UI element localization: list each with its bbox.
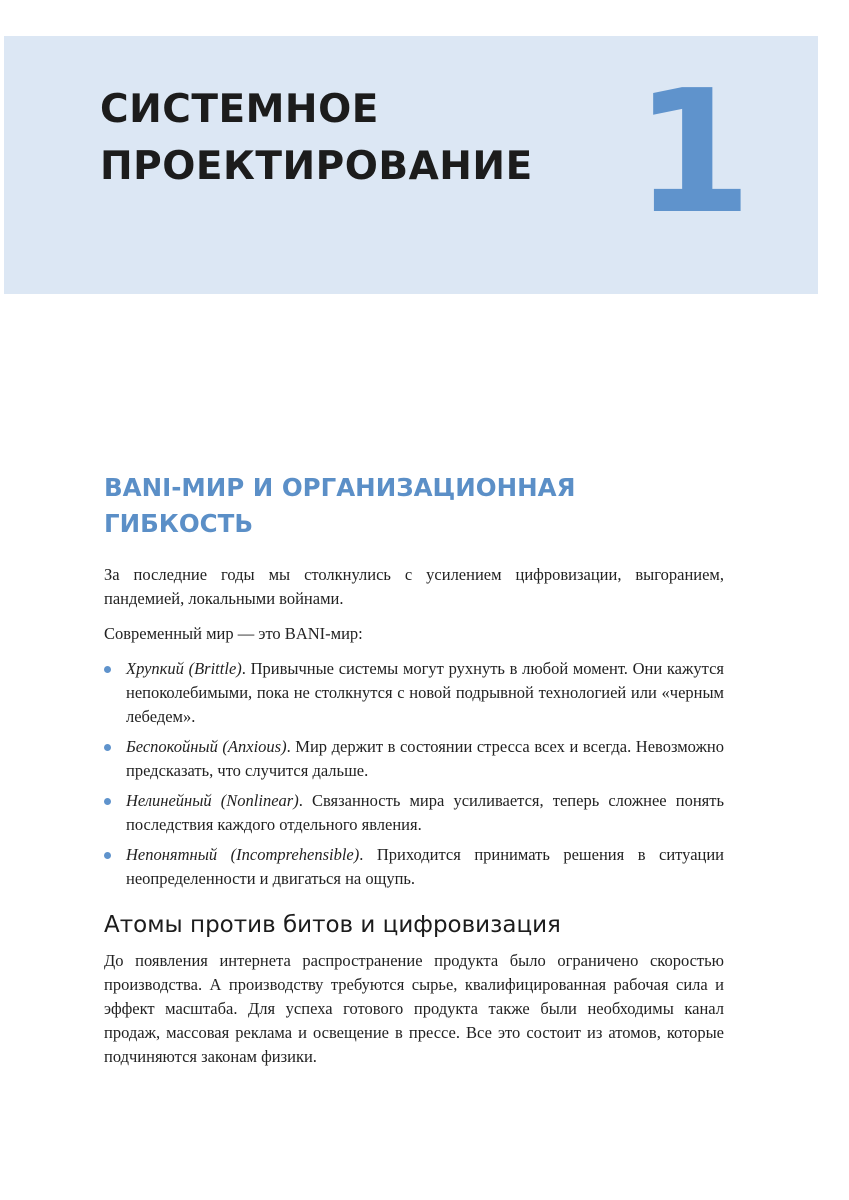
- section-heading-line-2: ГИБКОСТЬ: [104, 508, 254, 538]
- section-heading: [104, 470, 724, 541]
- bullet-icon: [104, 798, 111, 805]
- term-incomprehensible: Непонятный (Incomprehensible): [126, 845, 360, 865]
- item-text-brittle: . Привычные системы могут рухнуть в любой момент. Они кажутся непоколебимыми, пока не столкнутся с новой подрывной технологией или «черным лебедем».: [126, 659, 724, 727]
- section-heading-line-1: BANI-МИР И ОРГАНИЗАЦИОННАЯ: [104, 473, 576, 502]
- list-item-nonlinear: [104, 789, 724, 837]
- item-text-incomprehensible: . Приходится принимать решения в ситуации неопределенности и двигаться на ощупь.: [126, 845, 725, 889]
- item-text-anxious: . Мир держит в состоянии стресса всех и всегда. Невозможно предсказать, что случится дальше.: [126, 737, 725, 781]
- bullet-icon: [104, 744, 111, 751]
- term-nonlinear: Нелинейный (Nonlinear): [126, 791, 299, 811]
- chapter-number: 1: [634, 54, 753, 252]
- term-anxious: Беспокойный (Anxious): [126, 737, 287, 757]
- lead-paragraph: Современный мир — это BANI-мир:: [104, 624, 363, 644]
- term-brittle: Хрупкий (Brittle): [126, 659, 242, 679]
- bani-list: [104, 657, 724, 891]
- bullet-icon: [104, 666, 111, 673]
- chapter-title: [100, 82, 533, 195]
- chapter-title-line-1: СИСТЕМНОЕ: [100, 87, 379, 132]
- item-text-nonlinear: . Связанность мира усиливается, теперь сложнее понять последствия каждого отдельного явления.: [126, 791, 725, 835]
- list-item-anxious: [104, 735, 724, 783]
- chapter-title-line-2: ПРОЕКТИРОВАНИЕ: [100, 143, 533, 189]
- subsection-heading: Атомы против битов и цифровизация: [104, 912, 561, 939]
- intro-paragraph: За последние годы мы столкнулись с усилением цифровизации, выгоранием, пандемией, локальными войнами.: [104, 565, 724, 609]
- page-content: [104, 470, 724, 1080]
- list-item-brittle: [104, 657, 724, 729]
- bullet-icon: [104, 852, 111, 859]
- list-item-incomprehensible: [104, 843, 724, 891]
- subsection-paragraph: До появления интернета распространение продукта было ограничено скоростью производства. А производству требуются сырье, квалифицированная рабочая сила и эффект масштаба. Для успеха готового продукта также были необходимы канал продаж, массовая реклама и освещение в прессе. Все это состоит из атомов, которые подчиняются законам физики.: [104, 950, 724, 1066]
